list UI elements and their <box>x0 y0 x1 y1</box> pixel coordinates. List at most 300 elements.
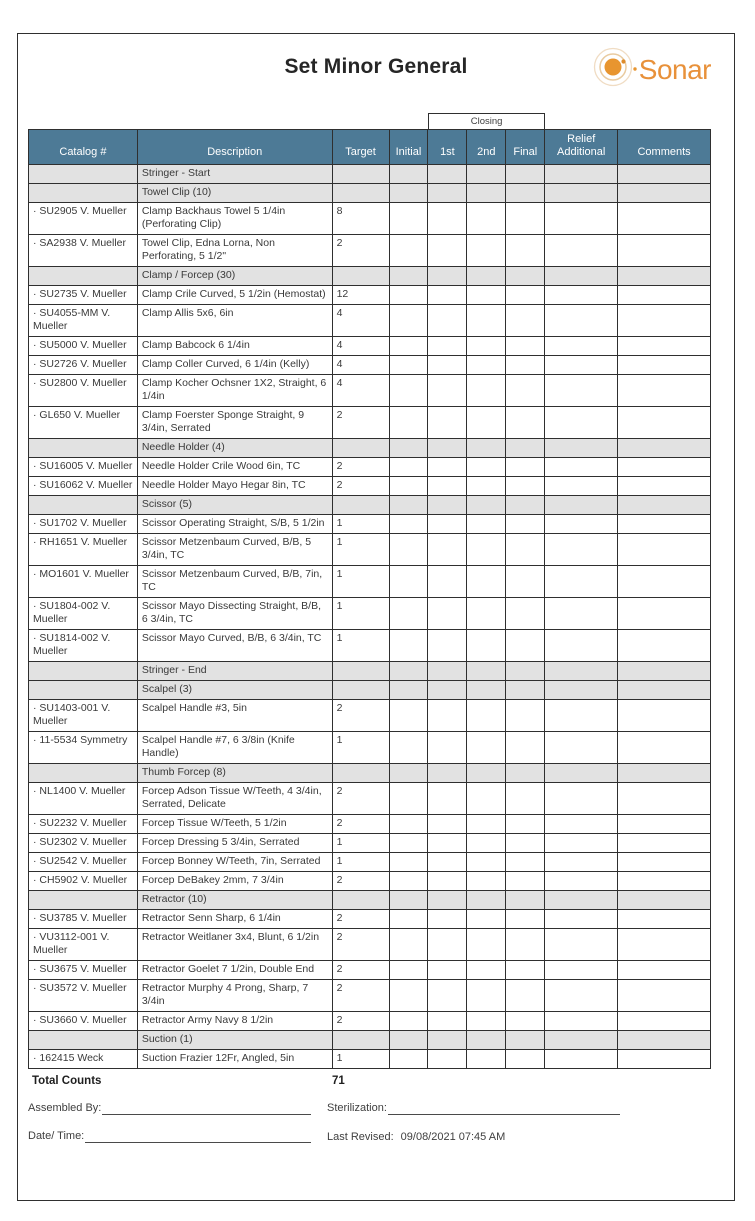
catalog-cell: · SU2302 V. Mueller <box>29 834 138 853</box>
table-row <box>29 598 711 630</box>
section-empty-relief-cell <box>545 681 618 700</box>
initial-count-cell <box>389 566 428 598</box>
target-cell: 1 <box>332 534 389 566</box>
target-cell: 2 <box>332 815 389 834</box>
closing-final-count-cell <box>506 598 545 630</box>
catalog-cell: · SU16062 V. Mueller <box>29 477 138 496</box>
section-label-cell: Needle Holder (4) <box>137 439 332 458</box>
catalog-cell: · SU1403-001 V. Mueller <box>29 700 138 732</box>
description-cell: Needle Holder Mayo Hegar 8in, TC <box>137 477 332 496</box>
table-row <box>29 815 711 834</box>
relief-count-cell <box>545 815 618 834</box>
closing-1st-count-cell <box>428 834 467 853</box>
section-empty-comments-cell <box>618 267 711 286</box>
section-row <box>29 439 711 458</box>
closing-2nd-count-cell <box>467 630 506 662</box>
section-empty-initial-cell <box>389 165 428 184</box>
comments-count-cell <box>618 534 711 566</box>
closing-final-count-cell <box>506 286 545 305</box>
closing-final-count-cell <box>506 356 545 375</box>
closing-1st-count-cell <box>428 872 467 891</box>
comments-count-cell <box>618 630 711 662</box>
closing-2nd-count-cell <box>467 566 506 598</box>
relief-count-cell <box>545 929 618 961</box>
initial-count-cell <box>389 834 428 853</box>
closing-2nd-count-cell <box>467 305 506 337</box>
relief-count-cell <box>545 598 618 630</box>
section-empty-initial-cell <box>389 1031 428 1050</box>
section-label-cell: Thumb Forcep (8) <box>137 764 332 783</box>
closing-1st-count-cell <box>428 534 467 566</box>
table-row <box>29 305 711 337</box>
catalog-cell: · VU3112-001 V. Mueller <box>29 929 138 961</box>
closing-final-count-cell <box>506 834 545 853</box>
section-empty-closing-1st-cell <box>428 1031 467 1050</box>
closing-2nd-count-cell <box>467 815 506 834</box>
closing-1st-count-cell <box>428 337 467 356</box>
catalog-cell: · SU2735 V. Mueller <box>29 286 138 305</box>
closing-1st-count-cell <box>428 1050 467 1069</box>
target-cell: 2 <box>332 235 389 267</box>
target-cell: 2 <box>332 1012 389 1031</box>
table-row <box>29 1012 711 1031</box>
catalog-cell: · SU2726 V. Mueller <box>29 356 138 375</box>
last-revised-value: 09/08/2021 07:45 AM <box>400 1131 506 1143</box>
closing-final-count-cell <box>506 458 545 477</box>
section-empty-closing-final-cell <box>506 891 545 910</box>
relief-count-cell <box>545 235 618 267</box>
section-empty-relief-cell <box>545 267 618 286</box>
section-empty-closing-2nd-cell <box>467 496 506 515</box>
initial-count-cell <box>389 356 428 375</box>
section-empty-relief-cell <box>545 439 618 458</box>
section-empty-closing-final-cell <box>506 764 545 783</box>
relief-count-cell <box>545 458 618 477</box>
description-cell: Clamp Backhaus Towel 5 1/4in (Perforating Clip) <box>137 203 332 235</box>
catalog-cell: · SU1814-002 V. Mueller <box>29 630 138 662</box>
closing-final-count-cell <box>506 732 545 764</box>
catalog-cell: · SU1804-002 V. Mueller <box>29 598 138 630</box>
catalog-cell: · SU2232 V. Mueller <box>29 815 138 834</box>
col-header-description: Description <box>137 130 332 165</box>
closing-1st-count-cell <box>428 853 467 872</box>
initial-count-cell <box>389 305 428 337</box>
section-catalog-cell <box>29 662 138 681</box>
closing-final-count-cell <box>506 1050 545 1069</box>
description-cell: Clamp Foerster Sponge Straight, 9 3/4in, Serrated <box>137 407 332 439</box>
table-row <box>29 872 711 891</box>
description-cell: Suction Frazier 12Fr, Angled, 5in <box>137 1050 332 1069</box>
table-row <box>29 980 711 1012</box>
document-page <box>17 33 735 1201</box>
closing-1st-count-cell <box>428 598 467 630</box>
section-empty-target-cell <box>332 1031 389 1050</box>
relief-count-cell <box>545 534 618 566</box>
section-catalog-cell <box>29 267 138 286</box>
total-counts-value: 71 <box>332 1075 345 1087</box>
closing-final-count-cell <box>506 305 545 337</box>
closing-1st-count-cell <box>428 961 467 980</box>
catalog-cell: · GL650 V. Mueller <box>29 407 138 439</box>
table-row <box>29 337 711 356</box>
table-row <box>29 910 711 929</box>
section-empty-closing-1st-cell <box>428 184 467 203</box>
comments-count-cell <box>618 235 711 267</box>
closing-1st-count-cell <box>428 515 467 534</box>
description-cell: Needle Holder Crile Wood 6in, TC <box>137 458 332 477</box>
closing-final-count-cell <box>506 853 545 872</box>
comments-count-cell <box>618 834 711 853</box>
closing-2nd-count-cell <box>467 929 506 961</box>
closing-final-count-cell <box>506 700 545 732</box>
section-label-cell: Scissor (5) <box>137 496 332 515</box>
section-label-cell: Stringer - End <box>137 662 332 681</box>
closing-1st-count-cell <box>428 815 467 834</box>
target-cell: 2 <box>332 477 389 496</box>
catalog-cell: · SU3785 V. Mueller <box>29 910 138 929</box>
closing-1st-count-cell <box>428 783 467 815</box>
section-empty-closing-1st-cell <box>428 764 467 783</box>
closing-1st-count-cell <box>428 630 467 662</box>
closing-final-count-cell <box>506 929 545 961</box>
description-cell: Retractor Senn Sharp, 6 1/4in <box>137 910 332 929</box>
section-row <box>29 165 711 184</box>
section-label-cell: Suction (1) <box>137 1031 332 1050</box>
comments-count-cell <box>618 598 711 630</box>
catalog-cell: · SU1702 V. Mueller <box>29 515 138 534</box>
initial-count-cell <box>389 872 428 891</box>
count-sheet <box>28 116 711 1087</box>
section-catalog-cell <box>29 891 138 910</box>
table-row <box>29 235 711 267</box>
section-label-cell: Stringer - Start <box>137 165 332 184</box>
catalog-cell: · 11-5534 Symmetry <box>29 732 138 764</box>
closing-1st-count-cell <box>428 305 467 337</box>
catalog-cell: · NL1400 V. Mueller <box>29 783 138 815</box>
closing-2nd-count-cell <box>467 910 506 929</box>
comments-count-cell <box>618 286 711 305</box>
col-header-comments: Comments <box>618 130 711 165</box>
section-empty-relief-cell <box>545 184 618 203</box>
section-empty-relief-cell <box>545 764 618 783</box>
catalog-cell: · SU2542 V. Mueller <box>29 853 138 872</box>
target-cell: 1 <box>332 732 389 764</box>
table-row <box>29 458 711 477</box>
section-empty-initial-cell <box>389 267 428 286</box>
closing-2nd-count-cell <box>467 1012 506 1031</box>
comments-count-cell <box>618 853 711 872</box>
description-cell: Forcep DeBakey 2mm, 7 3/4in <box>137 872 332 891</box>
description-cell: Retractor Weitlaner 3x4, Blunt, 6 1/2in <box>137 929 332 961</box>
description-cell: Clamp Allis 5x6, 6in <box>137 305 332 337</box>
catalog-cell: · RH1651 V. Mueller <box>29 534 138 566</box>
initial-count-cell <box>389 853 428 872</box>
comments-count-cell <box>618 458 711 477</box>
comments-count-cell <box>618 566 711 598</box>
target-cell: 4 <box>332 356 389 375</box>
instrument-table <box>28 129 711 1069</box>
relief-count-cell <box>545 203 618 235</box>
closing-final-count-cell <box>506 980 545 1012</box>
closing-2nd-count-cell <box>467 783 506 815</box>
relief-count-cell <box>545 337 618 356</box>
section-empty-target-cell <box>332 764 389 783</box>
section-empty-comments-cell <box>618 891 711 910</box>
relief-count-cell <box>545 1050 618 1069</box>
closing-1st-count-cell <box>428 477 467 496</box>
catalog-cell: · SU16005 V. Mueller <box>29 458 138 477</box>
target-cell: 4 <box>332 375 389 407</box>
catalog-cell: · SU4055-MM V. Mueller <box>29 305 138 337</box>
signature-row-2 <box>28 1130 734 1143</box>
closing-1st-count-cell <box>428 375 467 407</box>
target-cell: 1 <box>332 1050 389 1069</box>
relief-count-cell <box>545 783 618 815</box>
description-cell: Scissor Metzenbaum Curved, B/B, 5 3/4in, TC <box>137 534 332 566</box>
closing-2nd-count-cell <box>467 598 506 630</box>
comments-count-cell <box>618 929 711 961</box>
col-header-target: Target <box>332 130 389 165</box>
closing-1st-count-cell <box>428 356 467 375</box>
section-row <box>29 496 711 515</box>
closing-1st-count-cell <box>428 566 467 598</box>
initial-count-cell <box>389 980 428 1012</box>
description-cell: Scissor Metzenbaum Curved, B/B, 7in, TC <box>137 566 332 598</box>
closing-1st-count-cell <box>428 1012 467 1031</box>
description-cell: Retractor Army Navy 8 1/2in <box>137 1012 332 1031</box>
section-row <box>29 267 711 286</box>
col-header-final: Final <box>506 130 545 165</box>
relief-count-cell <box>545 286 618 305</box>
target-cell: 2 <box>332 910 389 929</box>
initial-count-cell <box>389 630 428 662</box>
closing-2nd-count-cell <box>467 286 506 305</box>
section-row <box>29 681 711 700</box>
target-cell: 2 <box>332 458 389 477</box>
section-empty-relief-cell <box>545 662 618 681</box>
catalog-cell: · SU2905 V. Mueller <box>29 203 138 235</box>
section-empty-initial-cell <box>389 496 428 515</box>
target-cell: 8 <box>332 203 389 235</box>
relief-count-cell <box>545 834 618 853</box>
section-empty-relief-cell <box>545 496 618 515</box>
initial-count-cell <box>389 337 428 356</box>
section-empty-closing-final-cell <box>506 267 545 286</box>
target-cell: 2 <box>332 961 389 980</box>
initial-count-cell <box>389 700 428 732</box>
description-cell: Forcep Dressing 5 3/4in, Serrated <box>137 834 332 853</box>
section-row <box>29 184 711 203</box>
comments-count-cell <box>618 783 711 815</box>
catalog-cell: · CH5902 V. Mueller <box>29 872 138 891</box>
target-cell: 1 <box>332 853 389 872</box>
comments-count-cell <box>618 872 711 891</box>
section-empty-target-cell <box>332 439 389 458</box>
initial-count-cell <box>389 910 428 929</box>
closing-2nd-count-cell <box>467 407 506 439</box>
closing-2nd-count-cell <box>467 375 506 407</box>
table-row <box>29 286 711 305</box>
section-empty-closing-final-cell <box>506 496 545 515</box>
initial-count-cell <box>389 375 428 407</box>
closing-2nd-count-cell <box>467 732 506 764</box>
document-header <box>18 34 734 92</box>
section-empty-initial-cell <box>389 184 428 203</box>
comments-count-cell <box>618 203 711 235</box>
section-row <box>29 891 711 910</box>
section-empty-comments-cell <box>618 1031 711 1050</box>
assembled-by-field <box>102 1102 311 1115</box>
section-empty-closing-final-cell <box>506 681 545 700</box>
closing-1st-count-cell <box>428 700 467 732</box>
catalog-cell: · SU3660 V. Mueller <box>29 1012 138 1031</box>
closing-2nd-count-cell <box>467 700 506 732</box>
sonar-logo-icon <box>592 46 638 93</box>
section-label-cell: Clamp / Forcep (30) <box>137 267 332 286</box>
section-empty-closing-1st-cell <box>428 165 467 184</box>
relief-count-cell <box>545 407 618 439</box>
section-empty-comments-cell <box>618 681 711 700</box>
table-row <box>29 566 711 598</box>
closing-1st-count-cell <box>428 910 467 929</box>
section-empty-closing-2nd-cell <box>467 681 506 700</box>
target-cell: 1 <box>332 515 389 534</box>
description-cell: Clamp Babcock 6 1/4in <box>137 337 332 356</box>
comments-count-cell <box>618 515 711 534</box>
closing-final-count-cell <box>506 1012 545 1031</box>
closing-group-label: Closing <box>470 116 503 127</box>
closing-2nd-count-cell <box>467 477 506 496</box>
section-empty-closing-final-cell <box>506 165 545 184</box>
description-cell: Forcep Tissue W/Teeth, 5 1/2in <box>137 815 332 834</box>
relief-count-cell <box>545 1012 618 1031</box>
table-row <box>29 961 711 980</box>
relief-count-cell <box>545 477 618 496</box>
section-empty-comments-cell <box>618 184 711 203</box>
table-row <box>29 783 711 815</box>
comments-count-cell <box>618 732 711 764</box>
description-cell: Clamp Coller Curved, 6 1/4in (Kelly) <box>137 356 332 375</box>
relief-count-cell <box>545 630 618 662</box>
closing-1st-count-cell <box>428 732 467 764</box>
closing-final-count-cell <box>506 783 545 815</box>
relief-count-cell <box>545 910 618 929</box>
section-empty-closing-2nd-cell <box>467 267 506 286</box>
initial-count-cell <box>389 477 428 496</box>
closing-1st-count-cell <box>428 407 467 439</box>
table-row <box>29 853 711 872</box>
section-empty-target-cell <box>332 184 389 203</box>
section-catalog-cell <box>29 439 138 458</box>
last-revised-label: Last Revised: <box>327 1131 394 1143</box>
closing-1st-count-cell <box>428 203 467 235</box>
description-cell: Scissor Mayo Dissecting Straight, B/B, 6 3/4in, TC <box>137 598 332 630</box>
catalog-cell: · SU5000 V. Mueller <box>29 337 138 356</box>
closing-2nd-count-cell <box>467 980 506 1012</box>
comments-count-cell <box>618 407 711 439</box>
closing-2nd-count-cell <box>467 337 506 356</box>
comments-count-cell <box>618 1050 711 1069</box>
closing-2nd-count-cell <box>467 235 506 267</box>
section-catalog-cell <box>29 165 138 184</box>
initial-count-cell <box>389 783 428 815</box>
closing-group-header <box>428 113 545 129</box>
table-row <box>29 375 711 407</box>
initial-count-cell <box>389 203 428 235</box>
relief-count-cell <box>545 356 618 375</box>
description-cell: Scalpel Handle #3, 5in <box>137 700 332 732</box>
date-time-label: Date/ Time: <box>28 1130 85 1142</box>
description-cell: Towel Clip, Edna Lorna, Non Perforating, 5 1/2" <box>137 235 332 267</box>
section-empty-comments-cell <box>618 496 711 515</box>
section-row <box>29 764 711 783</box>
closing-1st-count-cell <box>428 929 467 961</box>
initial-count-cell <box>389 1012 428 1031</box>
closing-final-count-cell <box>506 534 545 566</box>
relief-count-cell <box>545 375 618 407</box>
section-empty-relief-cell <box>545 165 618 184</box>
description-cell: Forcep Adson Tissue W/Teeth, 4 3/4in, Serrated, Delicate <box>137 783 332 815</box>
target-cell: 12 <box>332 286 389 305</box>
total-counts-label: Total Counts <box>32 1075 102 1087</box>
closing-final-count-cell <box>506 407 545 439</box>
closing-1st-count-cell <box>428 458 467 477</box>
section-label-cell: Scalpel (3) <box>137 681 332 700</box>
closing-2nd-count-cell <box>467 834 506 853</box>
section-catalog-cell <box>29 496 138 515</box>
closing-final-count-cell <box>506 477 545 496</box>
section-catalog-cell <box>29 681 138 700</box>
section-empty-closing-1st-cell <box>428 662 467 681</box>
section-empty-target-cell <box>332 165 389 184</box>
section-empty-target-cell <box>332 681 389 700</box>
col-header-2nd: 2nd <box>467 130 506 165</box>
table-row <box>29 630 711 662</box>
initial-count-cell <box>389 458 428 477</box>
section-empty-initial-cell <box>389 764 428 783</box>
closing-2nd-count-cell <box>467 458 506 477</box>
relief-count-cell <box>545 305 618 337</box>
closing-final-count-cell <box>506 203 545 235</box>
description-cell: Clamp Crile Curved, 5 1/2in (Hemostat) <box>137 286 332 305</box>
initial-count-cell <box>389 286 428 305</box>
table-row <box>29 732 711 764</box>
section-empty-closing-1st-cell <box>428 891 467 910</box>
section-empty-comments-cell <box>618 439 711 458</box>
target-cell: 1 <box>332 834 389 853</box>
relief-count-cell <box>545 732 618 764</box>
target-cell: 1 <box>332 630 389 662</box>
comments-count-cell <box>618 356 711 375</box>
section-empty-closing-2nd-cell <box>467 165 506 184</box>
target-cell: 4 <box>332 305 389 337</box>
initial-count-cell <box>389 1050 428 1069</box>
closing-2nd-count-cell <box>467 961 506 980</box>
relief-count-cell <box>545 980 618 1012</box>
initial-count-cell <box>389 534 428 566</box>
description-cell: Retractor Goelet 7 1/2in, Double End <box>137 961 332 980</box>
target-cell: 2 <box>332 872 389 891</box>
comments-count-cell <box>618 815 711 834</box>
catalog-cell: · SU3675 V. Mueller <box>29 961 138 980</box>
assembled-by-label: Assembled By: <box>28 1102 102 1114</box>
closing-final-count-cell <box>506 375 545 407</box>
closing-final-count-cell <box>506 961 545 980</box>
section-empty-closing-2nd-cell <box>467 184 506 203</box>
col-header-relief-additional: Relief Additional <box>545 130 618 165</box>
closing-final-count-cell <box>506 872 545 891</box>
relief-count-cell <box>545 515 618 534</box>
